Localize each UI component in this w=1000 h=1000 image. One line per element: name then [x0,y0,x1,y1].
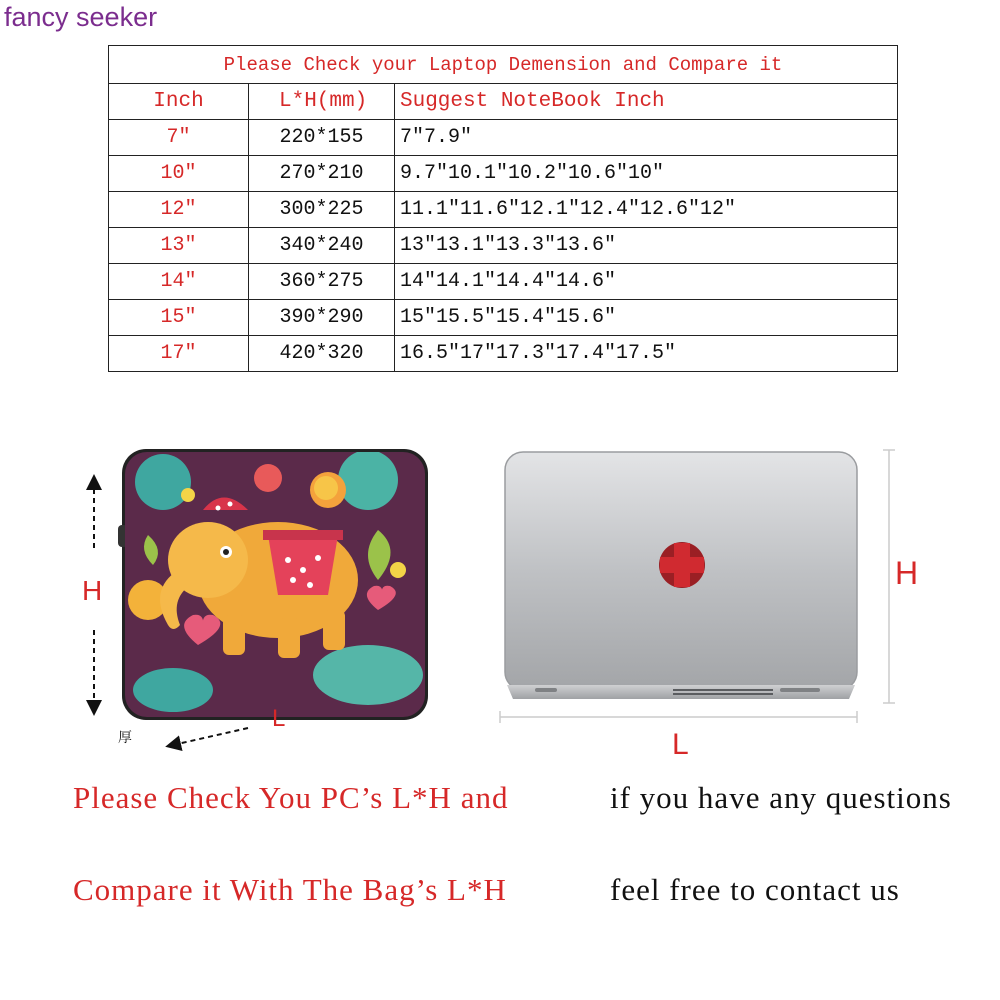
cell-suggest: 7″7.9″ [395,120,898,156]
cell-lh: 340*240 [249,228,395,264]
table-row [109,192,898,228]
size-table [108,45,898,372]
table-row [109,264,898,300]
cell-inch: 12″ [109,192,249,228]
cell-inch: 15″ [109,300,249,336]
cell-suggest: 15″15.5″15.4″15.6″ [395,300,898,336]
header-inch: Inch [109,84,249,120]
cell-suggest: 16.5″17″17.3″17.4″17.5″ [395,336,898,372]
footer-right-line2: feel free to contact us [610,872,900,907]
header-lh: L*H(mm) [249,84,395,120]
footer-left-line2: Compare it With The Bag’s L*H [73,872,507,907]
table-row [109,300,898,336]
cell-suggest: 14″14.1″14.4″14.6″ [395,264,898,300]
cell-suggest: 9.7″10.1″10.2″10.6″10″ [395,156,898,192]
table-row [109,120,898,156]
bag-height-label: H [82,575,103,606]
cell-inch: 14″ [109,264,249,300]
cell-lh: 360*275 [249,264,395,300]
cell-inch: 7″ [109,120,249,156]
cell-lh: 420*320 [249,336,395,372]
laptop-height-label: H [895,555,919,591]
laptop-image [495,445,895,755]
table-row [109,156,898,192]
table-header-row [109,84,898,120]
table-title-row [109,46,898,84]
cell-lh: 300*225 [249,192,395,228]
cell-inch: 13″ [109,228,249,264]
laptop-length-label: L [672,728,689,761]
header-suggest: Suggest NoteBook Inch [395,84,898,120]
cell-lh: 270*210 [249,156,395,192]
cell-suggest: 11.1″11.6″12.1″12.4″12.6″12″ [395,192,898,228]
brand-logo: fancy seeker [4,2,158,32]
table-title: Please Check your Laptop Demension and Compare it [109,46,898,84]
table-row [109,228,898,264]
laptop-sleeve-image [78,440,428,760]
cell-suggest: 13″13.1″13.3″13.6″ [395,228,898,264]
cell-lh: 220*155 [249,120,395,156]
cell-lh: 390*290 [249,300,395,336]
bag-thickness-label: 厚 [118,730,132,746]
footer-left-line1: Please Check You PC’s L*H and [73,780,509,815]
table-row [109,336,898,372]
bag-length-label: L [272,705,286,732]
footer-right-line1: if you have any questions [610,780,952,815]
cell-inch: 17″ [109,336,249,372]
cell-inch: 10″ [109,156,249,192]
